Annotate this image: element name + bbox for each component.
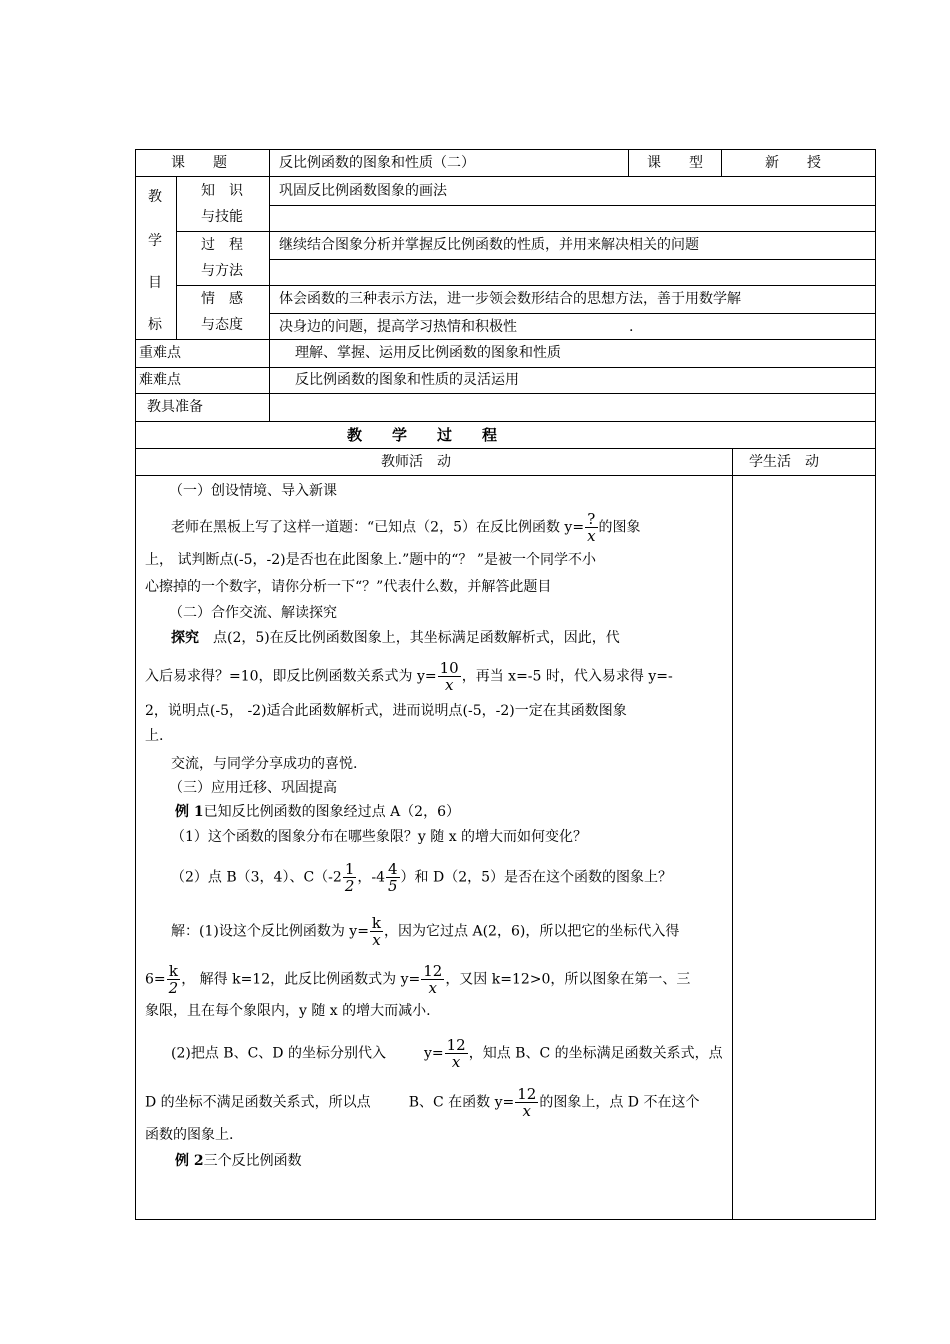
goals-side-label-1: 教 (148, 189, 162, 205)
fraction-k-over-x: $\frac{k}{x}$ (371, 914, 382, 949)
lesson-plan-table (135, 149, 875, 1219)
section-3-heading: （三）应用迁移、巩固提高 (169, 780, 337, 796)
explore-line-4: 上. (145, 728, 164, 744)
answer-1-line-2: 6= $\frac{k}{2}$ ， 解得 k=12，此反比例函数式为 y= $\frac{12}{x}$ ，又因 k=12>0，所以图象在第一、三 (145, 962, 691, 997)
key-point-text: 理解、掌握、运用反比例函数的图象和性质 (295, 345, 561, 361)
process-title: 教 学 过 程 (347, 426, 498, 444)
answer-2-line-3: 函数的图象上. (145, 1127, 234, 1143)
explore-line-2: 入后易求得？=10，即反比例函数关系式为 y= $\frac{10}{x}$ ，再当 x=-5 时，代入易求得 y=- (145, 659, 673, 694)
goals-side-label-4: 标 (148, 317, 162, 333)
type-label: 课 型 (647, 155, 703, 171)
difficult-point-label: 难难点 (139, 372, 181, 388)
fraction-12-over-x: $\frac{12}{x}$ (423, 962, 443, 997)
explore-line-3: 2，说明点(-5， -2)适合此函数解析式，进而说明点(-5，-2)一定在其函数图象 (145, 703, 627, 719)
goals-side-label-2: 学 (148, 233, 162, 249)
goal-emotion-text: 体会函数的三种表示方法，进一步领会数形结合的思想方法，善于用数学解 (279, 291, 741, 307)
goal-knowledge-label: 知 识 (201, 183, 243, 199)
example-2-line: 例 2三个反比例函数 (175, 1153, 302, 1169)
key-point-label: 重难点 (139, 345, 181, 361)
answer-1-line-1: 解：(1)设这个反比例函数为 y= $\frac{k}{x}$ ，因为它过点 A(2，6)，所以把它的坐标代入得 (171, 914, 680, 949)
section-1-heading: （一）创设情境、导入新课 (169, 483, 337, 499)
topic-label: 课 题 (171, 155, 227, 171)
goal-emotion-text-2: 决身边的问题，提高学习热情和积极性 . (279, 319, 634, 335)
prep-label: 教具准备 (147, 399, 203, 415)
goals-side-label-3: 目 (148, 275, 162, 291)
section-2-heading: （二）合作交流、解读探究 (169, 605, 337, 621)
fraction-12-over-x-c: $\frac{12}{x}$ (517, 1085, 537, 1120)
fraction-question-over-x: $\frac{?}{x}$ (587, 510, 596, 545)
student-column-header: 学生活 动 (749, 454, 819, 470)
fraction-four-fifths: $\frac{4}{5}$ (388, 860, 398, 895)
answer-1-line-3: 象限，且在每个象限内，y 随 x 的增大而减小. (145, 1003, 431, 1019)
goal-knowledge-text: 巩固反比例函数图象的画法 (279, 183, 447, 199)
type-value: 新 授 (765, 155, 821, 171)
goal-emotion-label: 情 感 (201, 291, 243, 307)
answer-2-line-1: (2)把点 B、C、D 的坐标分别代入 y= $\frac{12}{x}$ ，知点 B、C 的坐标满足函数关系式，点 (171, 1036, 723, 1071)
fraction-10-over-x: $\frac{10}{x}$ (439, 659, 459, 694)
paragraph-1-line-1: 老师在黑板上写了这样一道题：“已知点（2，5）在反比例函数 y= $\frac{?}{x}$ 的图象 (171, 510, 641, 545)
explore-line-1: 探究 点(2，5)在反比例函数图象上，其坐标满足函数解析式，因此，代 (171, 630, 620, 646)
goal-process-label: 过 程 (201, 237, 243, 253)
example-1-line: 例 1已知反比例函数的图象经过点 A（2，6） (175, 804, 460, 820)
fraction-one-half: $\frac{1}{2}$ (344, 860, 355, 895)
paragraph-1-line-3: 心擦掉的一个数字，请你分析一下“？”代表什么数，并解答此题目 (145, 579, 552, 595)
paragraph-1-line-2: 上， 试判断点(-5，-2)是否也在此图象上.”题中的“？ ”是被一个同学不小 (145, 552, 597, 568)
goal-process-text: 继续结合图象分析并掌握反比例函数的性质，并用来解决相关的问题 (279, 237, 699, 253)
question-2: （2）点 B（3，4）、C（-2 $\frac{1}{2}$ ，-4 $\frac{4}{5}$ ）和 D（2，5）是否在这个函数的图象上？ (171, 860, 673, 895)
fraction-12-over-x-b: $\frac{12}{x}$ (446, 1036, 466, 1071)
goal-knowledge-label-2: 与技能 (201, 209, 243, 225)
topic-value: 反比例函数的图象和性质（二） (279, 155, 475, 171)
teacher-column-header: 教师活 动 (381, 454, 451, 470)
fraction-k-over-2: $\frac{k}{2}$ (168, 962, 179, 997)
answer-2-line-2: D 的坐标不满足函数关系式，所以点 B、C 在函数 y= $\frac{12}{x}$ 的图象上，点 D 不在这个 (145, 1085, 700, 1120)
goal-emotion-label-2: 与态度 (201, 317, 243, 333)
difficult-point-text: 反比例函数的图象和性质的灵活运用 (295, 372, 519, 388)
question-1: （1）这个函数的图象分布在哪些象限？y 随 x 的增大而如何变化？ (171, 829, 588, 845)
goal-process-label-2: 与方法 (201, 263, 243, 279)
share-line: 交流，与同学分享成功的喜悦. (171, 756, 358, 772)
